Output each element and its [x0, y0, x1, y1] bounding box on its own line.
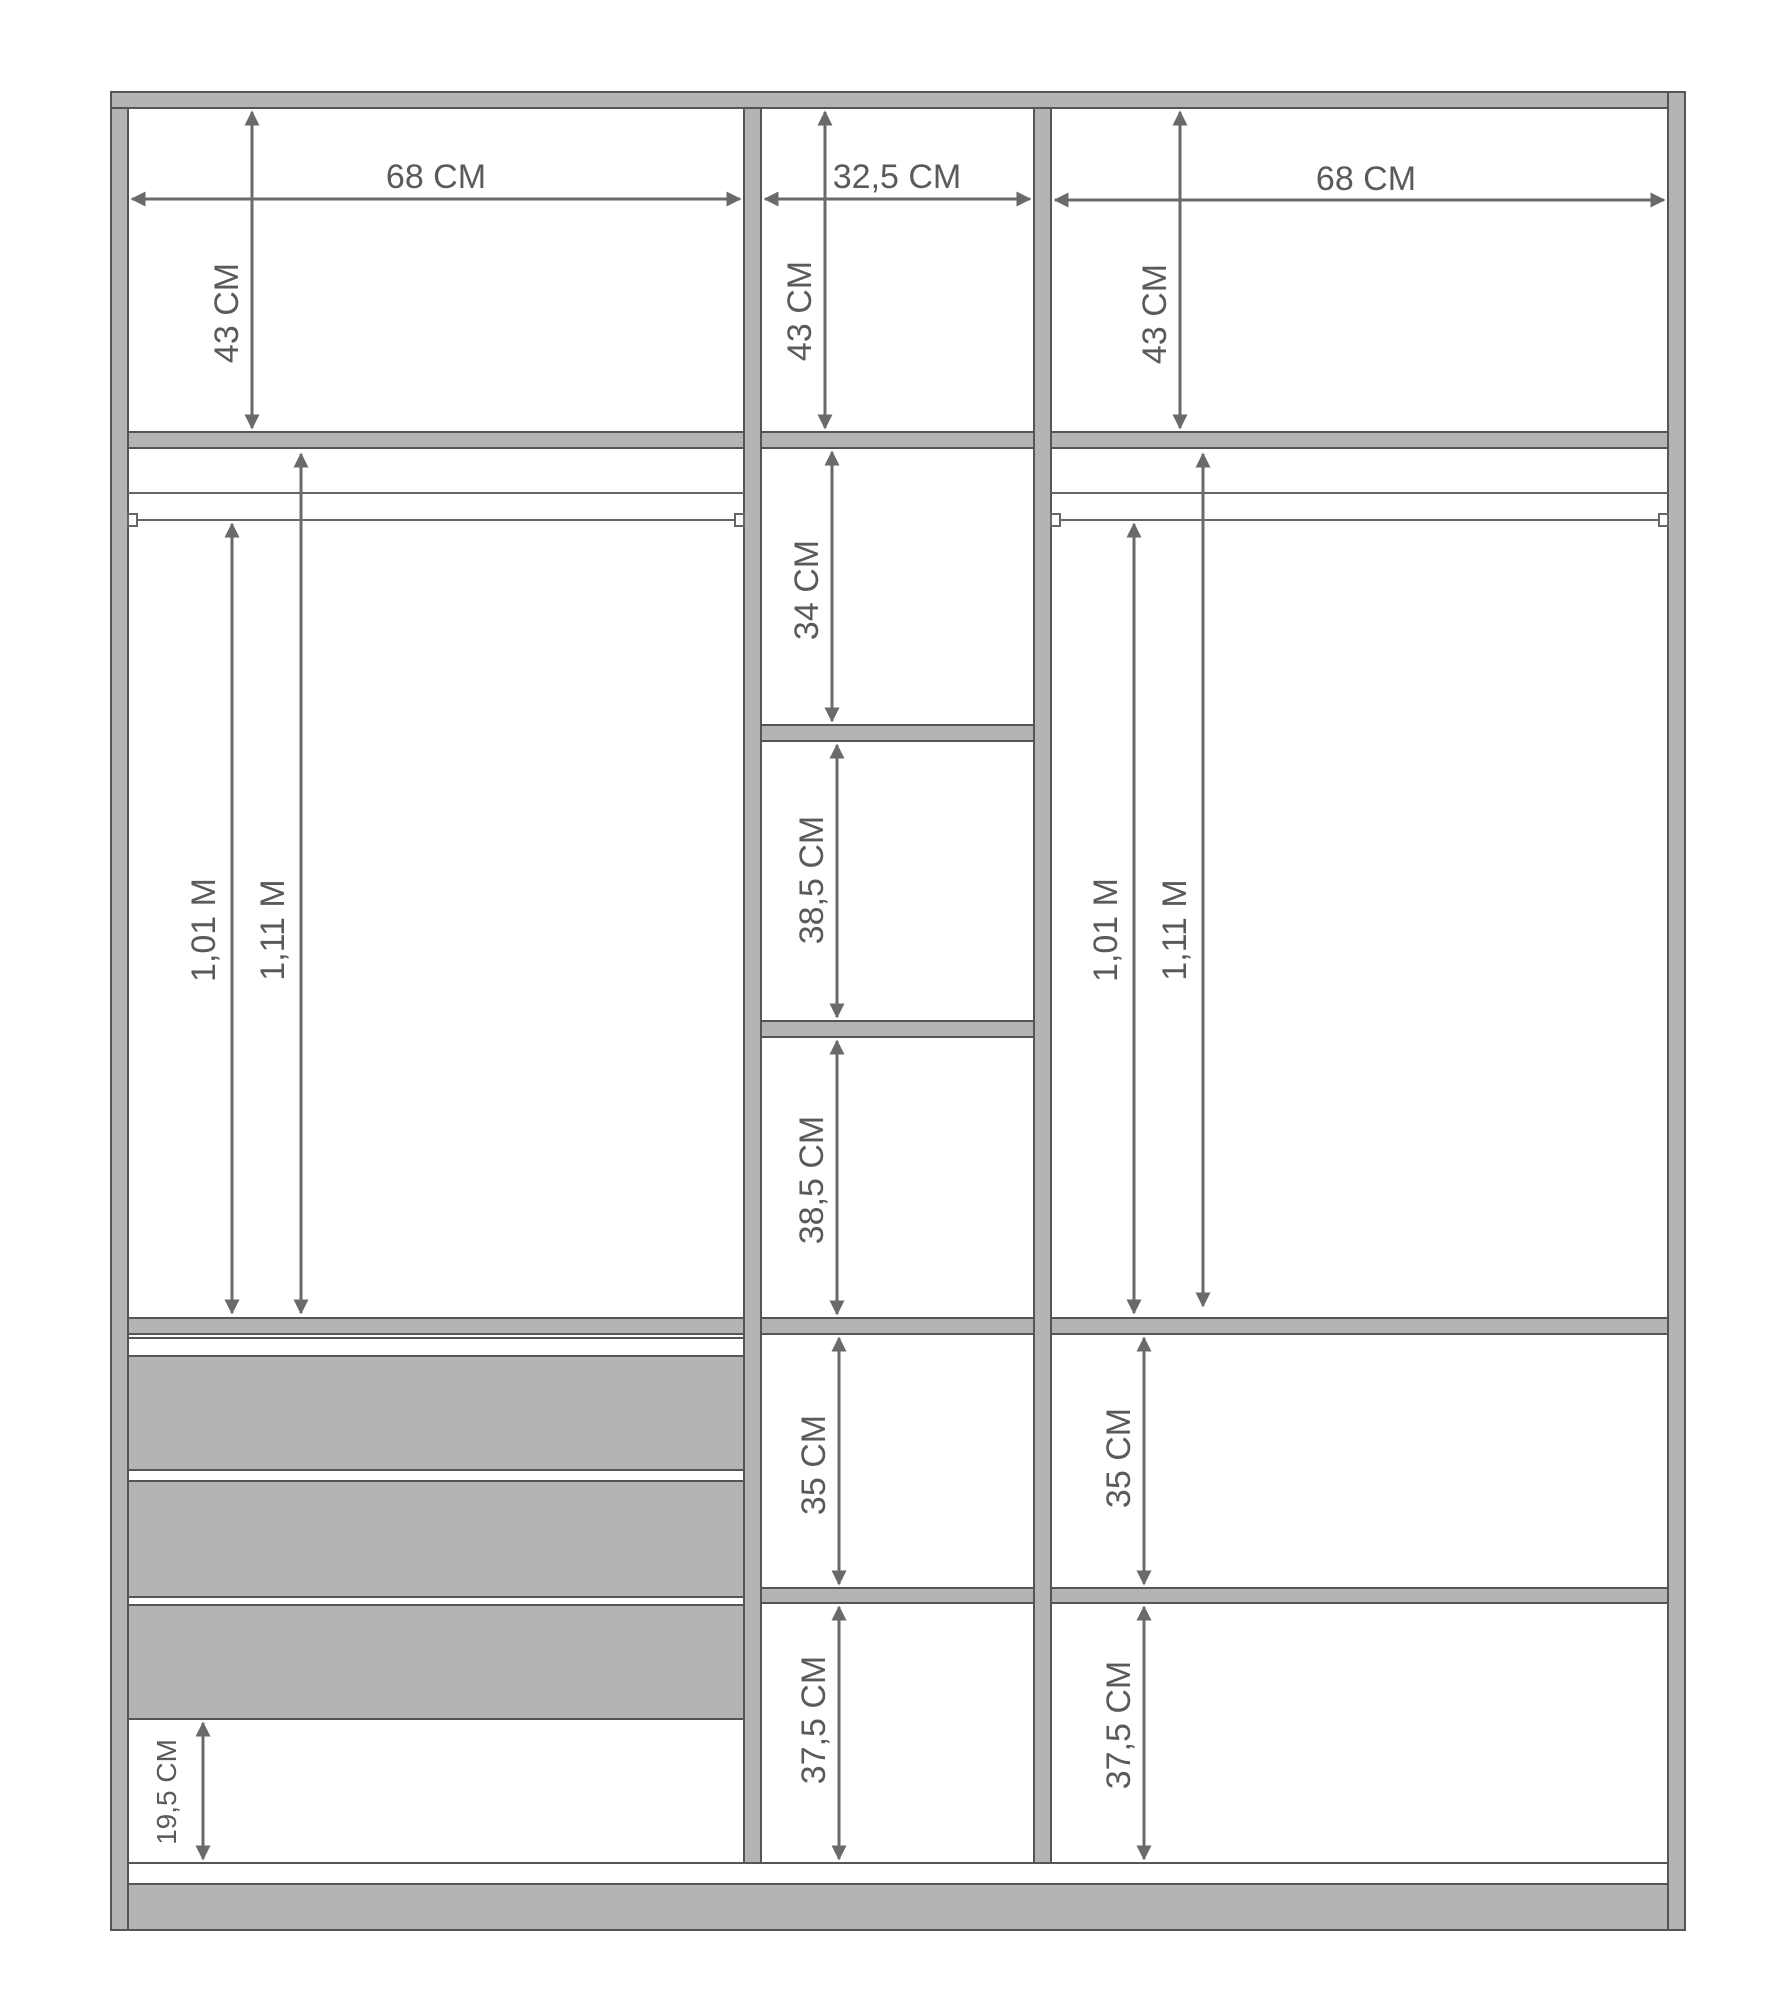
label-right-top-height: 43 CM — [1136, 263, 1174, 365]
label-left-top-width: 68 CM — [385, 158, 487, 196]
label-right-hanging-height: 1,11 M — [1156, 879, 1194, 981]
top-shelf-left — [128, 432, 744, 448]
bottom-shelf-middle — [761, 1588, 1034, 1603]
label-middle-shelf-1: 34 CM — [788, 539, 826, 641]
label-middle-top-height: 43 CM — [781, 260, 819, 362]
lower-shelf-left — [128, 1318, 744, 1334]
label-left-rod-height: 1,01 M — [185, 878, 223, 982]
label-right-top-width: 68 CM — [1315, 160, 1417, 198]
bottom-plinth — [128, 1884, 1668, 1930]
label-left-top-height: 43 CM — [208, 262, 246, 364]
left-hanging-rail — [128, 493, 744, 526]
label-middle-top-width: 32,5 CM — [832, 158, 962, 196]
label-right-rod-height: 1,01 M — [1087, 878, 1125, 982]
top-panel — [111, 92, 1685, 108]
label-left-bottom-gap: 19,5 CM — [151, 1739, 182, 1845]
drawer-2 — [128, 1481, 744, 1597]
middle-shelf-2 — [761, 1021, 1034, 1037]
lower-shelf-middle — [761, 1318, 1034, 1334]
left-side-panel — [111, 108, 128, 1930]
lower-shelf-right — [1051, 1318, 1668, 1334]
top-shelf-middle — [761, 432, 1034, 448]
left-divider — [744, 108, 761, 1863]
bottom-shelf-right — [1051, 1588, 1668, 1603]
right-side-panel — [1668, 92, 1685, 1930]
middle-shelf-1 — [761, 725, 1034, 741]
label-middle-lower-2: 37,5 CM — [795, 1655, 833, 1785]
label-right-lower-1: 35 CM — [1100, 1407, 1138, 1509]
drawer-3 — [128, 1605, 744, 1719]
label-middle-shelf-3: 38,5 CM — [793, 1115, 831, 1245]
label-middle-lower-1: 35 CM — [795, 1414, 833, 1516]
right-hanging-rail — [1051, 493, 1668, 526]
label-right-lower-2: 37,5 CM — [1100, 1660, 1138, 1790]
right-divider — [1034, 108, 1051, 1863]
drawer-1 — [128, 1356, 744, 1470]
label-left-hanging-height: 1,11 M — [254, 879, 292, 981]
label-middle-shelf-2: 38,5 CM — [793, 815, 831, 945]
top-shelf-right — [1051, 432, 1668, 448]
